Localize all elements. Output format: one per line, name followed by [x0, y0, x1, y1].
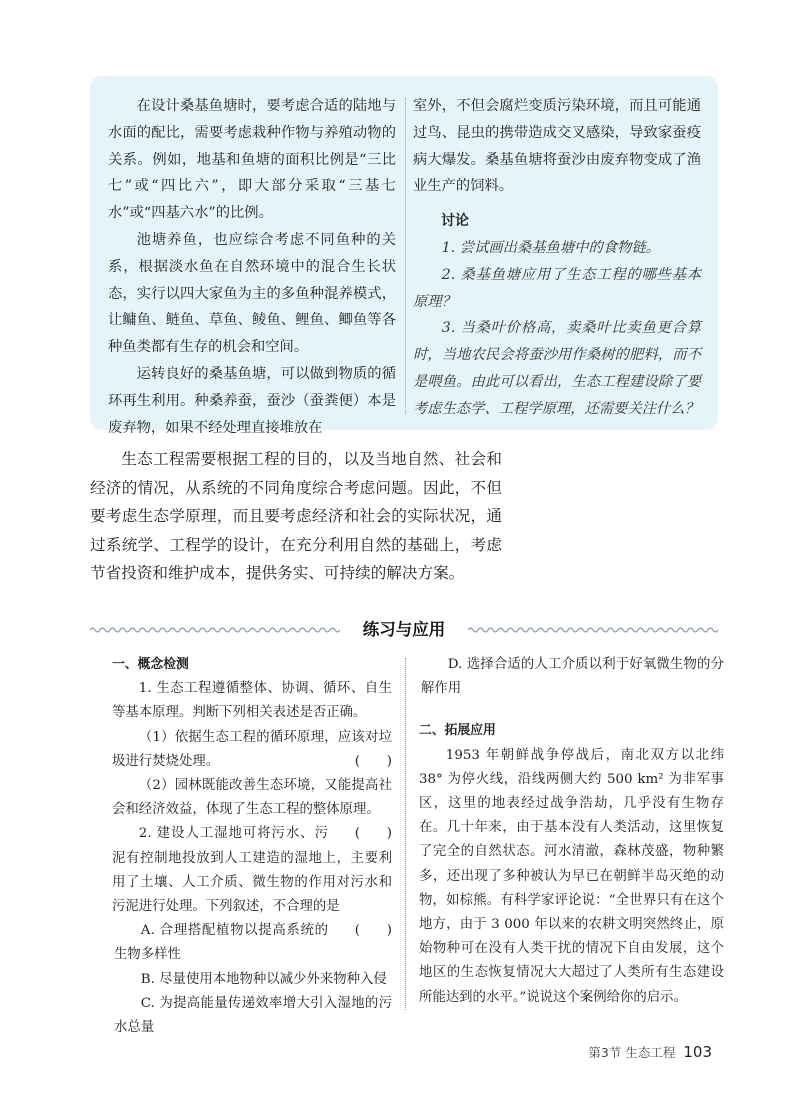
case-study-right-column [413, 93, 701, 423]
page-number: 103 [683, 1043, 712, 1061]
answer-blank: ( ) [354, 923, 392, 939]
footer-section: 第3节 [588, 1045, 622, 1060]
part2-text: 1953 年朝鲜战争停战后，南北双方以北纬 38° 为停火线，沿线两侧大约 500 km² 为非军事区，这里的地表经过战争浩劫，几乎没有生物存在。几十年来，由于基本没有人类活动，这里恢复了完全的自然状态。河水清澈，森林茂盛，物种繁多，还出现了多种被认为早已在朝鲜半岛灭绝的动物，如棕熊。有科学家评论说：“全世界只有在这个地方，由于 3 000 年以来的农耕文明突然终止，原始物种可在没有人类干扰的情况下自由发展，这个地区的生态恢复情况大大超过了人类所有生态建设所能达到的水平。”说说这个案例给你的启示。 [419, 747, 724, 1005]
option-a: A. 合理搭配植物以提高系统的生物多样性 [114, 923, 328, 963]
main-paragraph: 生态工程需要根据工程的目的，以及当地自然、社会和经济的情况，从系统的不同角度综合考虑问题。因此，不但要考虑生态学原理，而且要考虑经济和社会的实际状况，通过系统学、工程学的设计，在充分利用自然的基础上，考虑节省投资和维护成本，提供务实、可持续的解决方案。 [90, 450, 502, 583]
case-study-paragraph: 运转良好的桑基鱼塘，可以做到物质的循环再生利用。种桑养蚕，蚕沙（蚕粪便）本是废弃物，如果不经处理直接堆放在 [108, 365, 396, 436]
case-study-paragraph: 在设计桑基鱼塘时，要考虑合适的陆地与水面的配比，需要考虑栽种作物与养殖动物的关系。例如，地基和鱼塘的面积比例是“三比七”或“四比六”，即大部分采取“三基七水”或“四基六水”的比例。 [108, 98, 396, 222]
wave-divider-right [468, 626, 718, 634]
exercises-left-column [112, 653, 392, 1040]
discussion-title: 讨论 [441, 213, 469, 230]
column-divider [405, 98, 406, 414]
exercises-right-column [419, 653, 724, 1010]
case-study-paragraph: 池塘养鱼，也应综合考虑不同鱼种的关系，根据淡水鱼在自然环境中的混合生长状态，实行以四大家鱼为主的多鱼种混养模式，让鳙鱼、鲢鱼、草鱼、鲮鱼、鲤鱼、鲫鱼等各种鱼类都有生存的机会和空间。 [108, 231, 396, 356]
answer-blank: ( ) [354, 753, 392, 769]
section-title: 练习与应用 [362, 620, 446, 639]
option-b: B. 尽量使用本地物种以减少外来物种入侵 [140, 971, 387, 987]
question-2-stem: 2. 建设人工湿地可将污水、污泥有控制地投放到人工建造的湿地上，主要利用了土壤、人工介质、微生物的作用对污水和污泥进行处理。下列叙述，不合理的是 ( ) [112, 822, 392, 919]
answer-blank: ( ) [354, 826, 392, 842]
part2-title: 二、拓展应用 [419, 723, 496, 739]
case-study-continuation: 室外，不但会腐烂变质污染环境，而且可能通过鸟、昆虫的携带造成交叉感染，导致家蚕疫病大爆发。桑基鱼塘将蚕沙由废弃物变成了渔业生产的饲料。 [413, 98, 701, 195]
section-header [90, 616, 718, 642]
case-study-box [90, 76, 718, 436]
question-1-item: （2）园林既能改善生态环境，又能提高社会和经济效益，体现了生态工程的整体原理。 ( ) [112, 774, 392, 822]
exercise-column-divider [405, 658, 406, 1010]
part1-title: 一、概念检测 [112, 657, 189, 672]
discussion-item: 3. 当桑叶价格高，卖桑叶比卖鱼更合算时，当地农民会将蚕沙用作桑树的肥料，而不是喂鱼。由此可以看出，生态工程建设除了要考虑生态学、工程学原理，还需要关注什么？ [413, 320, 701, 417]
option-c: C. 为提高能量传递效率增大引入湿地的污水总量 [114, 995, 392, 1036]
page-footer [588, 1043, 712, 1061]
question-1-item: （1）依据生态工程的循环原理，应该对垃圾进行焚烧处理。 ( ) [112, 726, 392, 774]
discussion-item: 1. 尝试画出桑基鱼塘中的食物链。 [441, 239, 660, 256]
wave-divider-left [90, 626, 340, 634]
footer-title: 生态工程 [625, 1045, 676, 1060]
option-d: D. 选择合适的人工介质以利于好氧微生物的分解作用 [421, 657, 724, 697]
question-1-stem: 1. 生态工程遵循整体、协调、循环、自生等基本原理。判断下列相关表述是否正确。 [112, 681, 392, 721]
discussion-item: 2. 桑基鱼塘应用了生态工程的哪些基本原理？ [413, 266, 701, 310]
case-study-left-column [108, 93, 396, 441]
